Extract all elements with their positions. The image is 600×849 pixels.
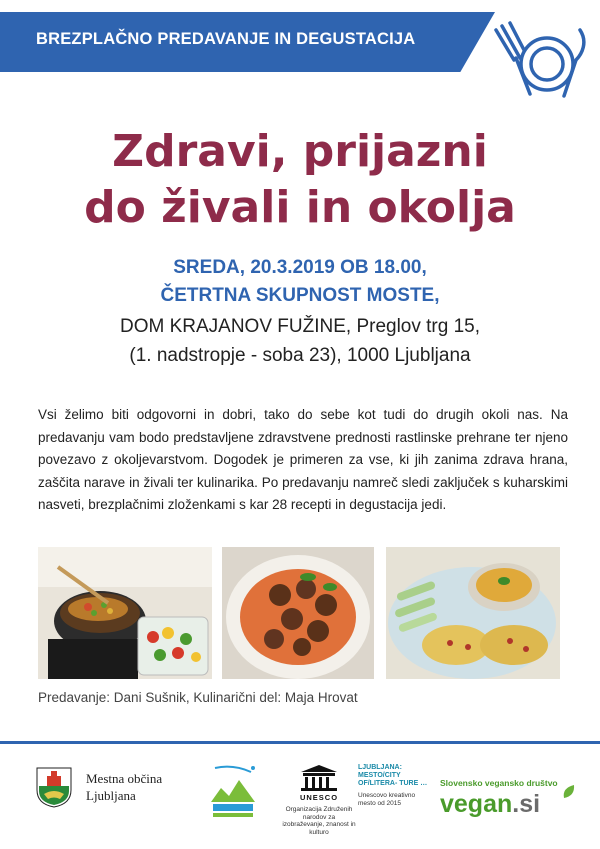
venue-address: Preglov trg 15, <box>351 316 481 337</box>
credits: Predavanje: Dani Sušnik, Kulinarični del: Maja Hrovat <box>38 690 358 705</box>
footer-divider <box>0 741 600 744</box>
unesco-wordmark: UNESCO <box>299 793 339 802</box>
title-line-1: Zdravi, prijazni <box>112 126 488 177</box>
ljubljana-green-capital-logo <box>205 762 261 822</box>
title-line-2: do živali in okolja <box>84 182 516 233</box>
mol-line-2: Ljubljana <box>86 788 136 803</box>
mol-line-1: Mestna občina <box>86 771 163 786</box>
lentil-soup-flatbread-photo <box>386 547 560 679</box>
banner-title: BREZPLAČNO PREDAVANJE IN DEGUSTACIJA <box>36 30 416 48</box>
unesco-description: Organizacija Združenih narodov za izobraževanje, znanost in kulturo <box>282 806 356 836</box>
city-of-literature-description: Unescovo kreativno mesto od 2015 <box>358 792 416 807</box>
meatballs-tomato-sauce-photo <box>222 547 374 679</box>
leaf-icon <box>562 784 576 800</box>
unesco-logo <box>282 764 356 836</box>
vegan-si-logo <box>440 778 580 819</box>
city-of-literature-logo <box>358 764 428 807</box>
vegan-tld: .si <box>512 790 541 818</box>
event-description: Vsi želimo biti odgovorni in dobri, tako do sebe kot tudi do drugih okoli nas. Na predavanju vam bodo predstavljene zdravstvene prednosti rastlinske prehrane ter njeno povezavo z okoljevarstvom. Dogodek je primeren za vse, ki jih zanima zdrava hrana, zaščita narave in živali ter kulinarika. Po predavanju namreč sledi zaključek s kuharskimi nasveti, brezplačnimi zloženkami s kar 28 recepti in degustacija jedi. <box>38 407 568 512</box>
vegan-wordmark <box>440 790 580 819</box>
event-district: ČETRTNA SKUPNOST MOSTE, <box>160 285 440 306</box>
mol-name <box>86 770 162 804</box>
vegan-word: vegan <box>440 790 513 818</box>
venue-name: DOM KRAJANOV FUŽINE, <box>119 316 352 337</box>
ljubljana-crest-icon <box>36 766 72 808</box>
city-of-literature-title: LJUBLJANA: MESTO/CITY OF/LITERA- TURE … <box>358 764 428 787</box>
event-date: SREDA, 20.3.2019 OB 18.00, <box>173 257 427 278</box>
plate-fork-knife-icon <box>492 20 588 98</box>
event-room: (1. nadstropje - soba 23), 1000 Ljubljana <box>129 345 471 366</box>
vegetable-stir-fry-photo <box>38 547 212 679</box>
unesco-temple-icon <box>299 764 339 792</box>
event-venue <box>0 312 600 342</box>
vegan-society-name: Slovensko vegansko društvo <box>440 778 558 788</box>
